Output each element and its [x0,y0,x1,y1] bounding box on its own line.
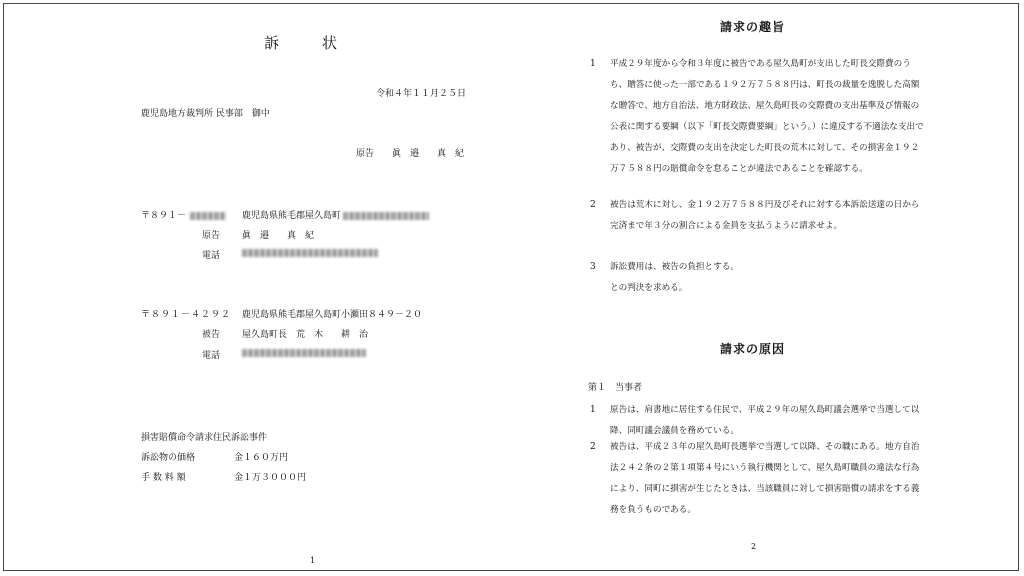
document-title: 訴 状 [264,34,352,52]
defendant-address: 鹿児島県熊毛郡屋久島町小瀬田８４９－２０ [242,310,423,320]
plaintiff-role: 原告 [202,231,221,241]
heading-causes: 請求の原因 [720,342,786,356]
claim-item: 平成２９年度から令和３年度に被告である屋久島町が支出した町長交際費のうち、贈答に使った一部である１９２万７５８８円は、町長の裁量を逸脱した高額な贈答で、地方自治法、地方財政法、屋久島町長の交際費の支出基準及び情報の公表に関する要綱（以下「町長交際費要綱」という。）に違反する不適法な支出であり、被告が、交際費の支出を決定した町長の荒木に対して、その損害金１９２万７５８８円の賠償命令を怠ることが違法であることを確認する。 [610,59,924,174]
plaintiff-address: 鹿児島県熊毛郡屋久島町 [242,208,429,221]
redaction [242,349,366,357]
claim-closing: との判決を求める。 [610,283,688,293]
redaction [242,249,378,257]
plaintiff-phone-redacted [242,248,378,258]
redaction [190,212,226,220]
page-1 [4,4,514,570]
filing-date: 令和４年１１月２５日 [376,89,467,99]
claim-value: 金１６０万円 [234,453,289,463]
cause-item: 被告は、平成２３年の屋久島町長選挙で当選して以降、その職にある。地方自治法２４２条の２第１項第４号にいう執行機関として、屋久島町職員の違法な行為により、同町に損害が生じたときは、当該職員に対して損害賠償の請求をする義務を負うものである。 [610,442,920,515]
section-heading: 第１ 当事者 [588,383,643,393]
defendant-phone-redacted [242,348,366,358]
claim-item: 被告は荒木に対し、金１９２万７５８８円及びそれに対する本訴訟送達の日から完済まで年３分の割合による金員を支払うように請求せよ。 [610,200,920,231]
page-number-2: 2 [751,542,757,551]
defendant-phone-label: 電話 [202,351,221,361]
cause-item: 原告は、肩書地に居住する住民で、平成２９年の屋久島町議会選挙で当選して以降、同町議会議員を務めている。 [610,405,920,436]
plaintiff-name: 眞 邉 真 紀 [242,231,315,241]
case-name: 損害賠償命令請求住民訴訟事件 [141,433,268,443]
page-2 [514,4,1020,570]
plaintiff-phone-label: 電話 [202,251,221,261]
heading-claims: 請求の趣旨 [720,20,786,34]
cause-number: 1 [590,405,596,415]
claim-item: 訴訟費用は、被告の負担とする。 [610,262,739,272]
defendant-postal: 〒８９１－４２９２ [141,310,232,320]
defendant-name: 屋久島町長 荒 木 耕 治 [242,330,369,340]
plaintiff-signature: 原告 眞 邉 真 紀 [356,149,465,159]
defendant-role: 被告 [202,330,221,340]
claim-number: 1 [590,59,596,69]
court-addressee: 鹿児島地方裁判所 民事部 御中 [141,109,270,119]
fee-label: 手 数 料 額 [141,473,186,483]
fee-amount: 金１万３０００円 [234,473,307,483]
cause-number: 2 [590,442,596,452]
redaction [343,212,429,220]
claim-number: 3 [590,262,596,272]
claim-number: 2 [590,200,596,210]
plaintiff-postal: 〒８９１－ [141,208,226,221]
claim-value-label: 訴訟物の価格 [141,453,196,463]
page-number-1: 1 [310,556,316,565]
